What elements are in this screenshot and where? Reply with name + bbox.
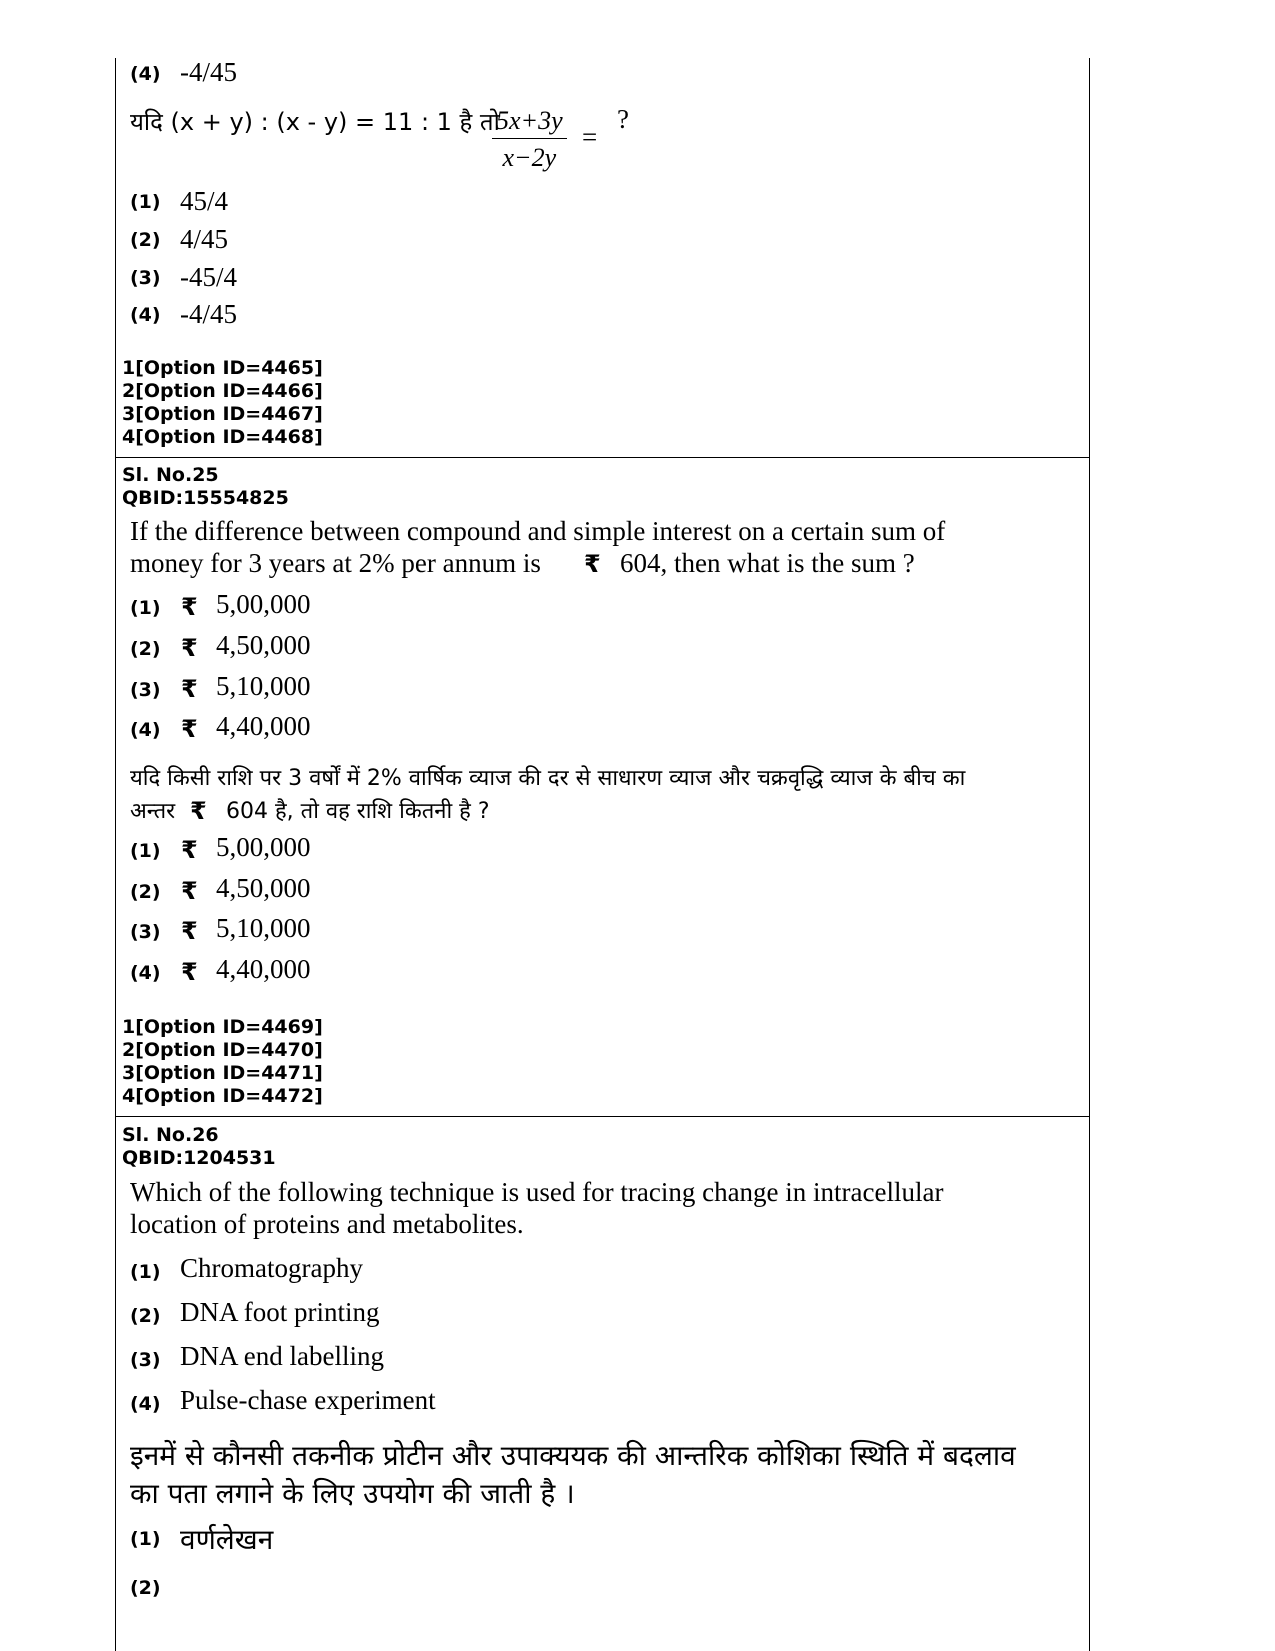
fraction [492, 106, 567, 173]
option-id: 1[Option ID=4465] [122, 357, 323, 379]
rupee-icon: ₹ [190, 797, 207, 825]
option-text: -4/45 [180, 299, 237, 329]
option-id: 2[Option ID=4470] [122, 1039, 323, 1061]
qbid: QBID:15554825 [122, 487, 289, 509]
question-text: location of proteins and metabolites. [130, 1209, 524, 1239]
option-id-list [122, 357, 323, 449]
option-text: 4,50,000 [216, 873, 311, 903]
option-number: (4) [130, 719, 161, 741]
option-number: (1) [130, 1261, 161, 1283]
option-text: 5,10,000 [216, 913, 311, 943]
option-number: (2) [130, 229, 161, 251]
serial-number: Sl. No.26 [122, 1124, 219, 1146]
option-number: (3) [130, 679, 161, 701]
question-header [122, 1124, 276, 1170]
question-mark: ? [617, 104, 629, 134]
rupee-icon: ₹ [584, 550, 601, 578]
option-id: 2[Option ID=4466] [122, 380, 323, 402]
rupee-icon: ₹ [181, 917, 198, 945]
question-text: If the difference between compound and simple interest on a certain sum of [130, 516, 946, 546]
option-id-list [122, 1016, 323, 1108]
option-number: (1) [130, 597, 161, 619]
option-text: DNA foot printing [180, 1297, 380, 1327]
option-id: 1[Option ID=4469] [122, 1016, 323, 1038]
option-text: 4/45 [180, 224, 229, 254]
option-number: (2) [130, 881, 161, 903]
option-number: (2) [130, 1305, 161, 1327]
question-text: 604, then what is the sum ? [620, 548, 915, 578]
question-text: Which of the following technique is used for tracing change in intracellular [130, 1177, 944, 1207]
question-text-hindi: यदि (x + y) : (x - y) = 11 : 1 है तो [130, 108, 500, 136]
option-id: 4[Option ID=4468] [122, 426, 323, 448]
option-id: 4[Option ID=4472] [122, 1085, 323, 1107]
option-text: 5,10,000 [216, 671, 311, 701]
qbid: QBID:1204531 [122, 1147, 276, 1169]
option-number: (3) [130, 1349, 161, 1371]
rupee-icon: ₹ [181, 958, 198, 986]
fraction-denominator: x−2y [502, 143, 557, 172]
question-text-hindi: 604 है, तो वह राशि कितनी है ? [226, 799, 490, 824]
divider-q25 [115, 457, 1090, 458]
question-header [122, 464, 289, 510]
option-number: (1) [130, 840, 161, 862]
option-text: 4,50,000 [216, 630, 311, 660]
question-text-hindi: यदि किसी राशि पर 3 वर्षों में 2% वार्षिक व्याज की दर से साधारण व्याज और चक्रवृद्धि व्याज के बीच का [130, 766, 966, 791]
option-number: (2) [130, 638, 161, 660]
rupee-icon: ₹ [181, 836, 198, 864]
option-text: -4/45 [180, 57, 237, 87]
rupee-icon: ₹ [181, 634, 198, 662]
question-text-hindi: अन्तर [130, 799, 176, 824]
rupee-icon: ₹ [181, 877, 198, 905]
option-text: 5,00,000 [216, 589, 311, 619]
option-number: (4) [130, 304, 161, 326]
option-number: (1) [130, 1528, 161, 1550]
option-text: Chromatography [180, 1253, 363, 1283]
option-number: (1) [130, 191, 161, 213]
option-id: 3[Option ID=4471] [122, 1062, 323, 1084]
divider-q26 [115, 1116, 1090, 1117]
rupee-icon: ₹ [181, 715, 198, 743]
option-number: (4) [130, 63, 161, 85]
question-text-hindi: का पता लगाने के लिए उपयोग की जाती है । [130, 1477, 575, 1510]
option-number: (3) [130, 921, 161, 943]
serial-number: Sl. No.25 [122, 464, 219, 486]
option-number: (2) [130, 1577, 161, 1599]
option-number: (4) [130, 962, 161, 984]
question-text-hindi: इनमें से कौनसी तकनीक प्रोटीन और उपाक्ययक की आन्तरिक कोशिका स्थिति में बदलाव [130, 1439, 1016, 1472]
rupee-icon: ₹ [181, 593, 198, 621]
option-number: (4) [130, 1393, 161, 1415]
option-text: 4,40,000 [216, 711, 311, 741]
fraction-numerator: 5x+3y [492, 106, 567, 139]
option-text: Pulse-chase experiment [180, 1385, 436, 1415]
option-text: 45/4 [180, 186, 229, 216]
option-number: (3) [130, 267, 161, 289]
question-text: money for 3 years at 2% per annum is [130, 548, 541, 578]
option-text: वर्णलेखन [180, 1523, 274, 1556]
equals-sign: = [582, 122, 598, 152]
option-id: 3[Option ID=4467] [122, 403, 323, 425]
option-text: DNA end labelling [180, 1341, 384, 1371]
option-text: -45/4 [180, 262, 237, 292]
rupee-icon: ₹ [181, 675, 198, 703]
option-text: 5,00,000 [216, 832, 311, 862]
option-text: 4,40,000 [216, 954, 311, 984]
